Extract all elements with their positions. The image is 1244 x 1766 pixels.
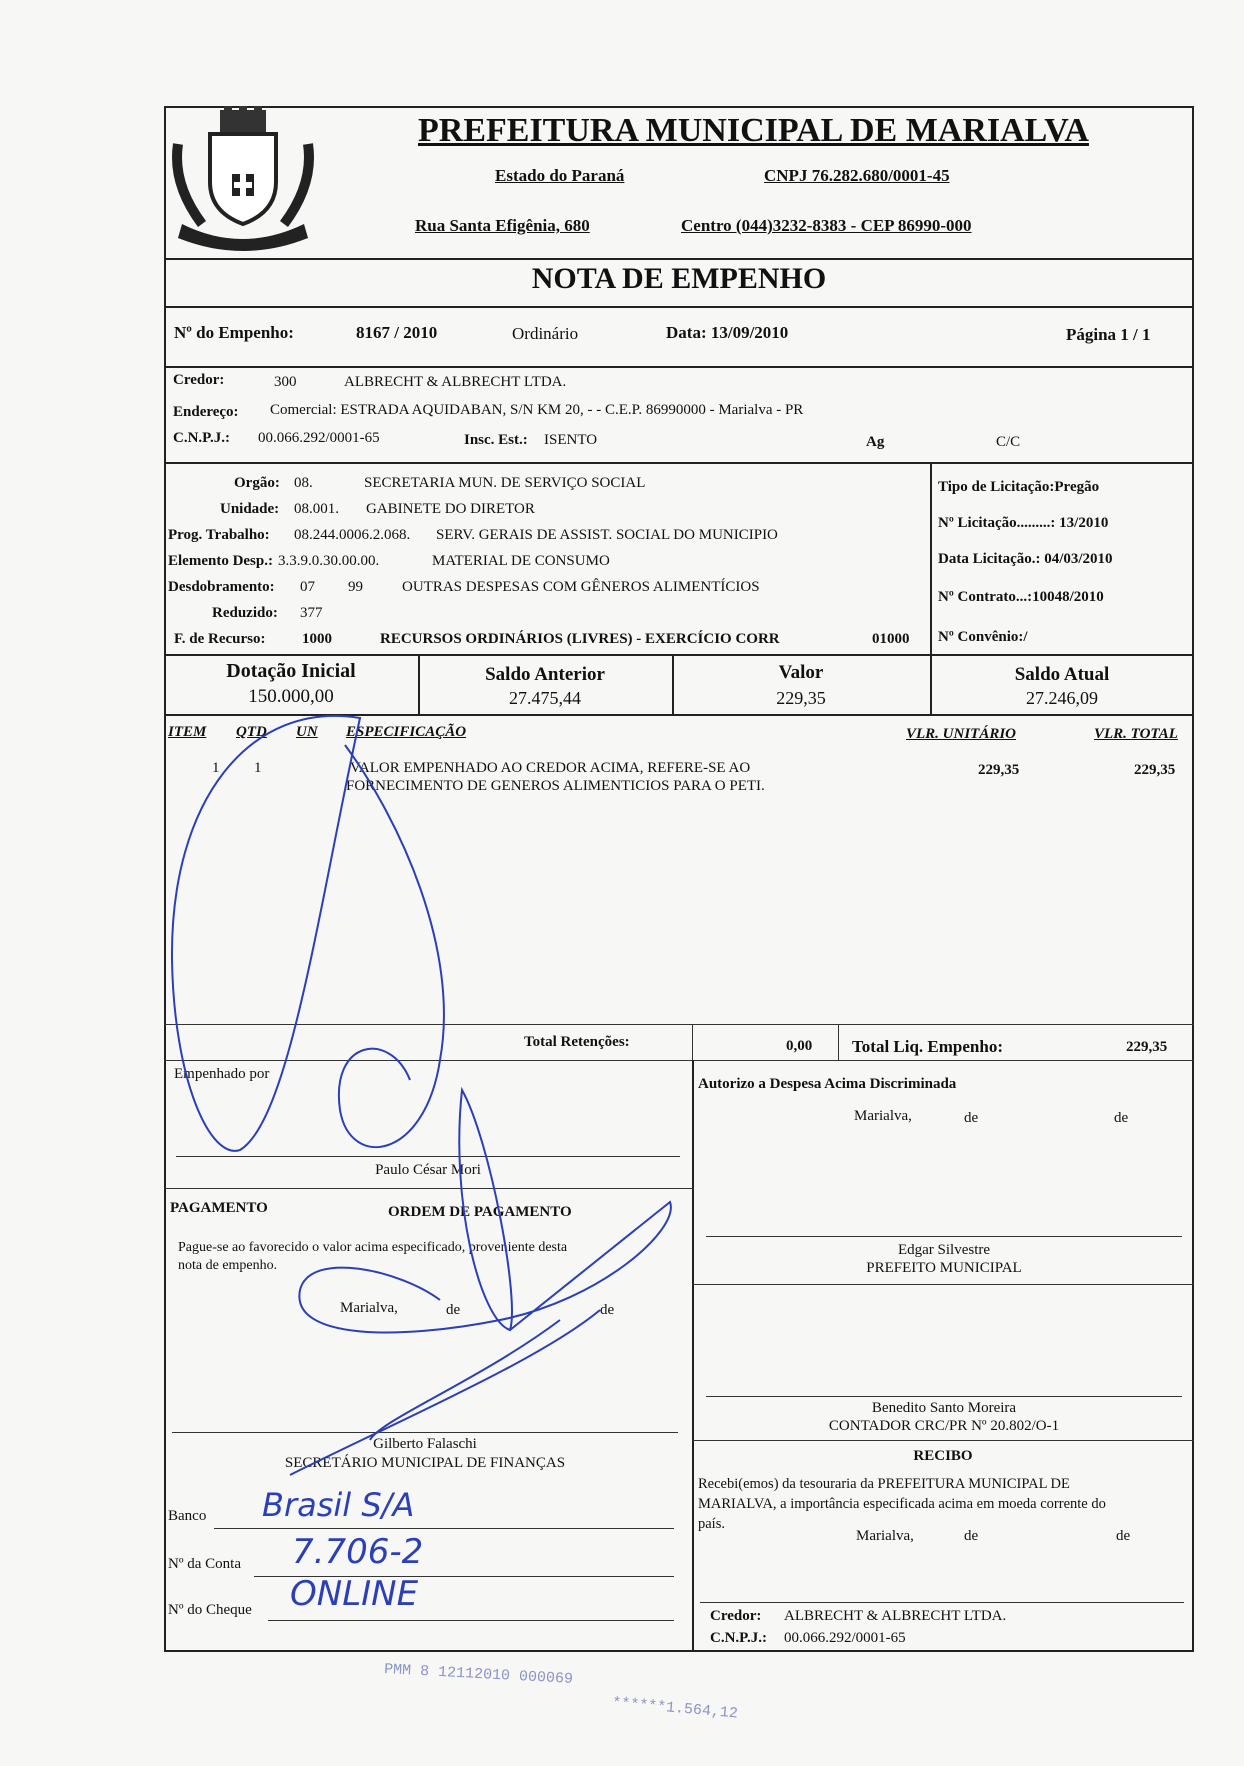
pagamento-de1: de [446,1302,461,1318]
empenho-type: Ordinário [512,324,579,343]
saldo-atual-label: Saldo Atual [1014,664,1110,685]
credor-name: ALBRECHT & ALBRECHT LTDA. [344,374,567,390]
recibo-text1: Recebi(emos) da tesouraria da PREFEITURA MUNICIPAL DE [698,1476,1070,1492]
orgao-name: SECRETARIA MUN. DE SERVIÇO SOCIAL [364,475,646,491]
pagamento-de2: de [600,1302,615,1318]
cnpj-label: CNPJ 76.282.680/0001-45 [764,166,950,185]
tipo-licitacao: Tipo de Licitação:Pregão [938,479,1100,495]
autorizo-de1: de [964,1110,979,1126]
center-phone-label: Centro (044)3232-8383 - CEP 86990-000 [681,216,972,235]
address-label: Rua Santa Efigênia, 680 [415,216,590,235]
conta-label: Nº da Conta [168,1556,241,1572]
banco-label: Banco [168,1508,207,1524]
orgao-code: 08. [294,475,313,491]
prog-name: SERV. GERAIS DE ASSIST. SOCIAL DO MUNICIPIO [436,527,778,543]
num-convenio: Nº Convênio:/ [938,629,1028,645]
prog-label: Prog. Trabalho: [168,527,270,543]
bank-stamp-line2: ******1.564,12 [611,1694,739,1723]
prefeito-role: PREFEITO MUNICIPAL [866,1260,1022,1276]
credor-label: Credor: [173,372,225,388]
unidade-name: GABINETE DO DIRETOR [366,501,535,517]
cc-label: C/C [996,434,1021,450]
empenhado-name: Paulo César Mori [375,1162,481,1178]
endereco: Comercial: ESTRADA AQUIDABAN, S/N KM 20, - - C.E.P. 86990000 - Marialva - PR [270,402,804,418]
col-vlr-unitario: VLR. UNITÁRIO [906,726,1017,742]
recurso-num: 01000 [872,631,910,647]
item-esp-line1: VALOR EMPENHADO AO CREDOR ACIMA, REFERE-SE AO [350,760,751,776]
col-especificacao: ESPECIFICAÇÃO [346,724,467,740]
total-retencoes-label: Total Retenções: [524,1034,630,1050]
pagamento-text2: nota de empenho. [178,1258,278,1273]
credor-cnpj: 00.066.292/0001-65 [258,430,380,446]
page-title: PREFEITURA MUNICIPAL DE MARIALVA [418,112,1089,149]
insc-value: ISENTO [544,432,598,448]
num-licitacao: Nº Licitação.........: 13/2010 [938,515,1109,531]
saldo-atual-value: 27.246,09 [1026,688,1098,708]
credor-code: 300 [274,374,297,390]
valor-label: Valor [778,662,824,683]
cheque-handwritten: ONLINE [290,1574,419,1614]
item-vlr-total: 229,35 [1134,762,1176,778]
pagamento-text1: Pague-se ao favorecido o valor acima especificado, proveniente desta [178,1240,568,1255]
empenhado-label: Empenhado por [174,1066,270,1082]
unidade-code: 08.001. [294,501,339,517]
autorizo-place: Marialva, [854,1108,912,1124]
empenho-num: 8167 / 2010 [356,323,438,342]
dotacao-inicial-value: 150.000,00 [248,686,334,707]
item-vlr-unit: 229,35 [978,762,1020,778]
empenho-date: Data: 13/09/2010 [666,323,789,342]
recibo-text3: país. [698,1516,725,1532]
desd-code2: 99 [348,579,363,595]
recibo-credor: ALBRECHT & ALBRECHT LTDA. [784,1608,1007,1624]
total-liq-value: 229,35 [1126,1039,1168,1055]
empenho-num-label: Nº do Empenho: [174,323,294,342]
prefeito-name: Edgar Silvestre [897,1242,991,1258]
num-contrato: Nº Contrato...:10048/2010 [938,589,1104,605]
pagamento-label: PAGAMENTO [170,1200,268,1216]
recurso-name: RECURSOS ORDINÁRIOS (LIVRES) - EXERCÍCIO CORR [380,631,780,647]
bank-stamp-line1: PMM 8 12112010 000069 [383,1661,574,1688]
item-esp-line2: FORNECIMENTO DE GENEROS ALIMENTICIOS PARA O PETI. [346,778,765,794]
credor-cnpj-label: C.N.P.J.: [173,430,230,446]
page-number: Página 1 / 1 [1066,325,1151,344]
elem-name: MATERIAL DE CONSUMO [432,553,610,569]
recibo-label: RECIBO [913,1448,973,1464]
doc-title: NOTA DE EMPENHO [531,262,827,295]
conta-handwritten: 7.706-2 [292,1532,424,1572]
data-licitacao: Data Licitação.: 04/03/2010 [938,551,1113,567]
total-liq-label: Total Liq. Empenho: [852,1037,1003,1056]
recibo-cnpj-label: C.N.P.J.: [710,1630,767,1646]
col-un: UN [296,724,318,740]
secretario-role: SECRETÁRIO MUNICIPAL DE FINANÇAS [284,1455,566,1471]
autorizo-label: Autorizo a Despesa Acima Discriminada [698,1076,957,1092]
cheque-label: Nº do Cheque [168,1602,252,1618]
recurso-label: F. de Recurso: [174,631,266,647]
state-label: Estado do Paraná [495,166,625,185]
contador-name: Benedito Santo Moreira [871,1400,1017,1416]
ordem-pagamento-label: ORDEM DE PAGAMENTO [388,1204,572,1220]
recibo-credor-label: Credor: [710,1608,762,1624]
desd-name: OUTRAS DESPESAS COM GÊNEROS ALIMENTÍCIOS [402,579,760,595]
reduzido-label: Reduzido: [212,605,278,621]
item-num: 1 [212,760,220,776]
elem-label: Elemento Desp.: [168,553,273,569]
recibo-de2: de [1116,1528,1131,1544]
recurso-code: 1000 [302,631,332,647]
item-qtd: 1 [254,760,262,776]
endereco-label: Endereço: [173,404,239,420]
elem-code: 3.3.9.0.30.00.00. [278,553,380,569]
desd-code1: 07 [300,579,315,595]
secretario-name: Gilberto Falaschi [373,1436,477,1452]
unidade-label: Unidade: [220,501,280,517]
orgao-label: Orgão: [234,475,280,491]
total-retencoes-value: 0,00 [786,1038,813,1054]
col-vlr-total: VLR. TOTAL [1094,726,1178,742]
recibo-cnpj: 00.066.292/0001-65 [784,1630,906,1646]
pagamento-place: Marialva, [340,1300,398,1316]
recibo-text2: MARIALVA, a importância especificada acima em moeda corrente do [698,1496,1106,1512]
reduzido-value: 377 [300,605,323,621]
ag-label: Ag [866,434,885,450]
col-item: ITEM [168,724,207,740]
contador-role: CONTADOR CRC/PR Nº 20.802/O-1 [828,1418,1060,1434]
saldo-anterior-value: 27.475,44 [509,688,581,708]
saldo-anterior-label: Saldo Anterior [485,664,605,685]
recibo-place: Marialva, [856,1528,914,1544]
dotacao-inicial-label: Dotação Inicial [226,660,356,682]
banco-handwritten: Brasil S/A [262,1486,415,1524]
insc-label: Insc. Est.: [464,432,528,448]
col-qtd: QTD [236,724,267,740]
autorizo-de2: de [1114,1110,1129,1126]
prog-code: 08.244.0006.2.068. [294,527,411,543]
recibo-de1: de [964,1528,979,1544]
valor-value: 229,35 [776,688,826,708]
desd-label: Desdobramento: [168,579,275,595]
